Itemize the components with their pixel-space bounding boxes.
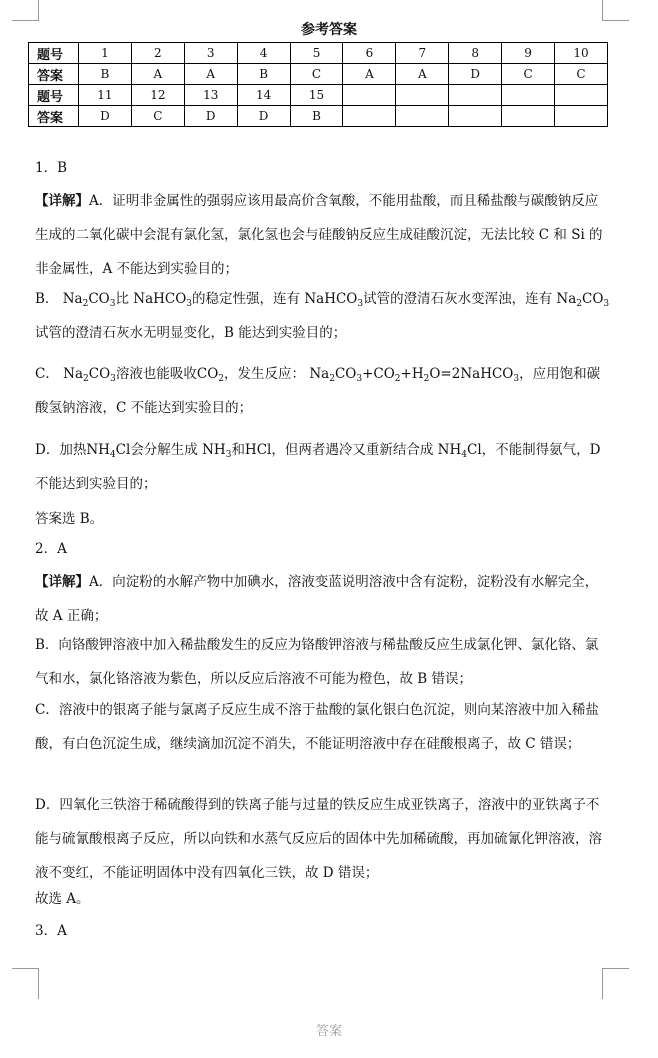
table-cell: A [396, 64, 449, 85]
table-cell: 5 [290, 43, 343, 64]
formula: $NH_4Cl$ [86, 442, 131, 460]
question-2-answer: 故选 A。 [35, 891, 90, 907]
table-cell: 13 [184, 85, 237, 106]
formula: $Na_2CO_3$ [62, 291, 116, 309]
table-row [29, 64, 608, 85]
table-cell: 1 [79, 43, 132, 64]
question-1-answer: 答案选 B。 [35, 511, 104, 527]
page-title: 参考答案 [301, 22, 357, 38]
detail-label: 【详解】 [35, 193, 89, 209]
page-footer: 答案 [315, 1024, 342, 1039]
formula: $NH_4Cl$ [437, 442, 482, 460]
table-cell [343, 106, 396, 127]
table-cell: A [131, 64, 184, 85]
table-cell: 12 [131, 85, 184, 106]
formula: NaHCO$_3$ [133, 291, 193, 309]
question-2-option-d: D．四氧化三铁溶于稀硫酸得到的铁离子能与过量的铁反应生成亚铁离子，溶液中的亚铁离子不能与硫氰酸根离子反应，所以向铁和水蒸气反应后的固体中先加稀硫酸，再加硫氰化钾溶液，溶液不变红，不能证明固体中没有四氧化三铁，故 D 错误； [35, 797, 602, 881]
table-cell: D [79, 106, 132, 127]
question-1-option-c: C． $Na_2CO_3$溶液也能吸收$CO_2$，发生反应： $Na_2CO_3+CO_2+H_2O=2NaHCO_3$，应用饱和碳酸氢钠溶液，C 不能达到实验目的； [35, 366, 601, 416]
formula: $Na_2CO_3$ [63, 366, 116, 384]
option-prefix: B． [35, 291, 59, 307]
table-cell: A [343, 64, 396, 85]
table-row [29, 43, 608, 64]
table-cell [449, 106, 502, 127]
question-1-option-a [35, 184, 610, 286]
table-cell [343, 85, 396, 106]
equation: $Na_2CO_3+CO_2+H_2O=2NaHCO_3$ [309, 366, 520, 384]
crop-mark [602, 968, 629, 999]
option-a-text: A．证明非金属性的强弱应该用最高价含氧酸，不能用盐酸，而且稀盐酸与碳酸钠反应生成的二氧化碳中会混有氯化氢，氯化氢也会与硅酸钠反应生成硅酸沉淀，无法比较 C 和 Si 的非金属性，A 不能达到实验目的； [35, 193, 603, 277]
table-cell: C [290, 64, 343, 85]
table-cell: 10 [555, 43, 608, 64]
table-cell: B [290, 106, 343, 127]
table-cell: D [184, 106, 237, 127]
formula: $CO_2$ [196, 366, 225, 384]
table-header-label: 题号 [29, 85, 79, 106]
answer-table [28, 42, 608, 127]
table-cell: C [131, 106, 184, 127]
table-cell: 8 [449, 43, 502, 64]
table-answer-label: 答案 [29, 64, 79, 85]
table-cell: 2 [131, 43, 184, 64]
option-prefix: D．加热 [35, 442, 87, 458]
table-cell [502, 85, 555, 106]
table-cell: B [237, 64, 290, 85]
table-cell: 9 [502, 43, 555, 64]
table-cell: 4 [237, 43, 290, 64]
crop-mark [12, 0, 39, 21]
table-cell: D [449, 64, 502, 85]
table-cell [396, 85, 449, 106]
question-1-heading: 1．B [35, 160, 68, 176]
table-cell: 7 [396, 43, 449, 64]
question-1-option-b: B． $Na_2CO_3$比 NaHCO$_3$的稳定性强，连有 NaHCO$_3$试管的澄清石灰水变浑浊，连有 $Na_2CO_3$ 试管的澄清石灰水无明显变化，B 能达到实验目的； [35, 291, 610, 341]
formula: NaHCO$_3$ [304, 291, 364, 309]
table-cell: 14 [237, 85, 290, 106]
table-cell: A [184, 64, 237, 85]
detail-label: 【详解】 [35, 574, 89, 590]
table-row [29, 85, 608, 106]
table-cell [502, 106, 555, 127]
table-cell [396, 106, 449, 127]
table-header-label: 题号 [29, 43, 79, 64]
table-cell: 3 [184, 43, 237, 64]
question-2-option-a [35, 565, 610, 633]
crop-mark [12, 968, 39, 999]
table-cell: 15 [290, 85, 343, 106]
crop-mark [602, 0, 629, 21]
option-a-text: A．向淀粉的水解产物中加碘水，溶液变蓝说明溶液中含有淀粉，淀粉没有水解完全，故 A 正确； [35, 574, 599, 624]
option-prefix: C． [35, 366, 59, 382]
question-2-option-b: B．向铬酸钾溶液中加入稀盐酸发生的反应为铬酸钾溶液与稀盐酸反应生成氯化钾、氯化铬、氯气和水，氯化铬溶液为紫色，所以反应后溶液不可能为橙色，故 B 错误； [35, 637, 599, 687]
table-cell: 6 [343, 43, 396, 64]
table-cell [555, 85, 608, 106]
table-answer-label: 答案 [29, 106, 79, 127]
formula: $Na_2CO_3$ [556, 291, 610, 309]
table-cell: 11 [79, 85, 132, 106]
table-cell [449, 85, 502, 106]
table-cell: B [79, 64, 132, 85]
question-3-heading: 3．A [35, 923, 67, 939]
question-1-option-d: D．加热$NH_4Cl$会分解生成 $NH_3$和HCl，但两者遇冷又重新结合成 $NH_4Cl$，不能制得氨气，D 不能达到实验目的； [35, 442, 601, 492]
table-cell: C [502, 64, 555, 85]
question-2-heading: 2．A [35, 541, 67, 557]
table-cell: C [555, 64, 608, 85]
question-2-option-c: C．溶液中的银离子能与氯离子反应生成不溶于盐酸的氯化银白色沉淀，则向某溶液中加入稀盐酸，有白色沉淀生成，继续滴加沉淀不消失，不能证明溶液中存在硅酸根离子，故 C 错误； [35, 702, 599, 752]
table-cell: D [237, 106, 290, 127]
table-cell [555, 106, 608, 127]
table-row [29, 106, 608, 127]
